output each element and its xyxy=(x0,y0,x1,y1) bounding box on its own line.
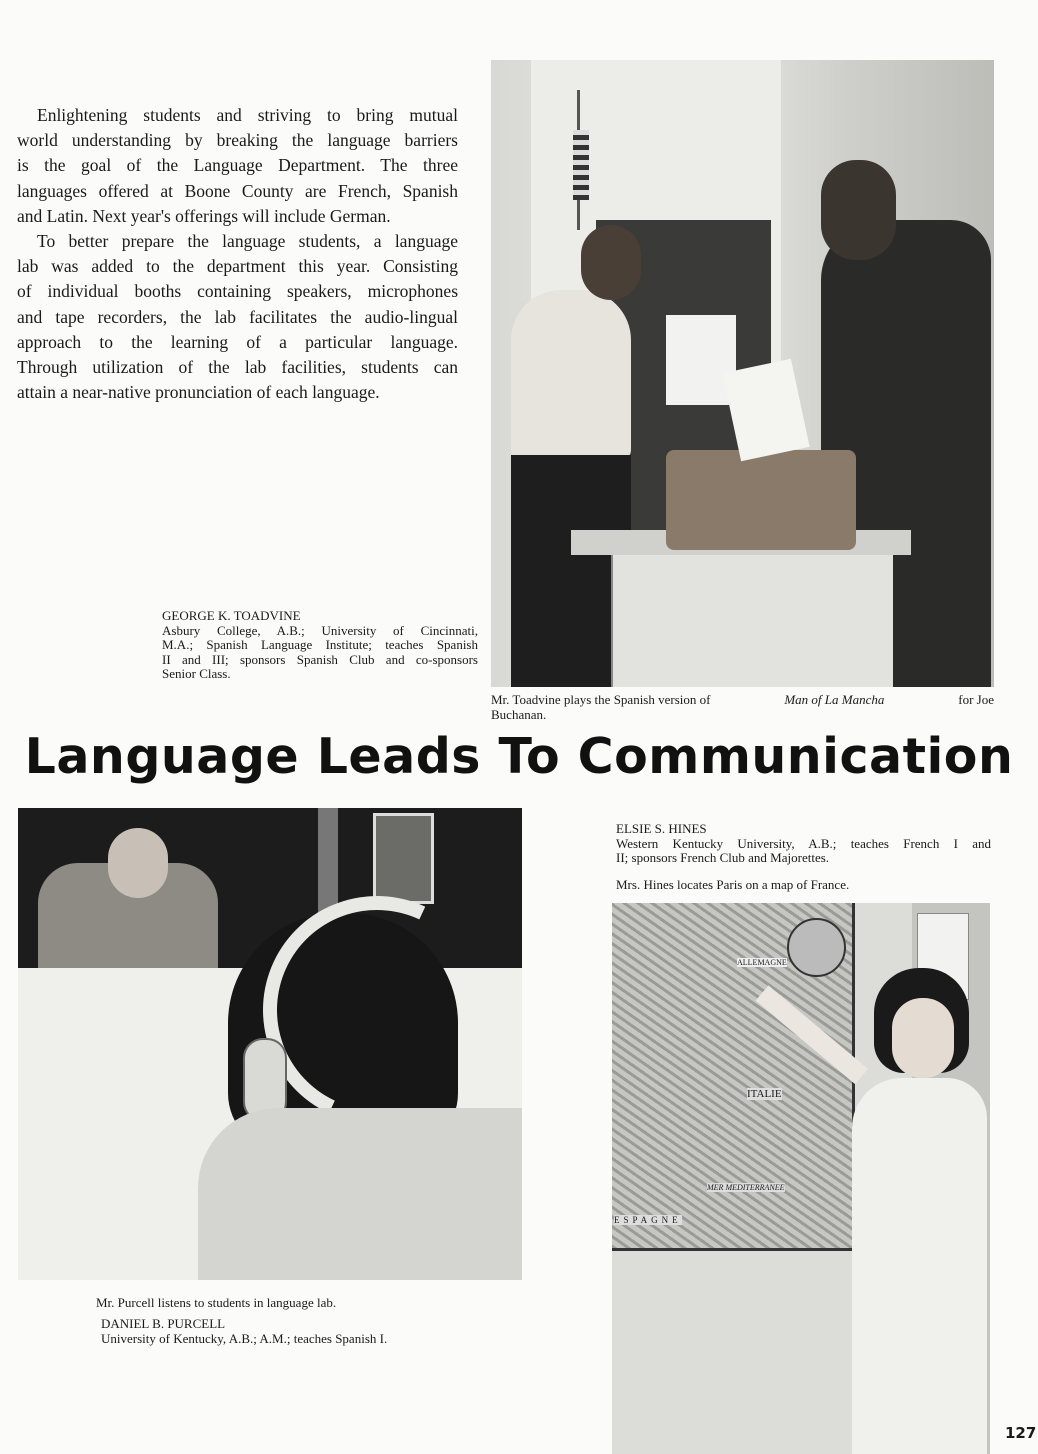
text-line: is the goal of the Language Department. The three xyxy=(17,155,458,176)
purcell-caption: Mr. Purcell listens to students in language lab. xyxy=(96,1295,337,1310)
map-label: ALLEMAGNE xyxy=(737,958,787,967)
photo-hines-map xyxy=(612,903,990,1454)
bio-line: M.A.; Spanish Language Institute; teaches Spanish xyxy=(162,637,478,652)
teacher-name: GEORGE K. TOADVINE xyxy=(162,608,301,623)
hines-bio xyxy=(616,822,991,866)
bio-line: Asbury College, A.B.; University of Cincinnati, xyxy=(162,622,478,638)
caption-text: Buchanan. xyxy=(491,706,547,722)
teacher-name: DANIEL B. PURCELL xyxy=(101,1316,226,1331)
text-line: Through utilization of the lab facilities, students can xyxy=(17,357,458,378)
text-line: lab was added to the department this year. Consisting xyxy=(17,256,458,277)
caption-album-title: Man of La Mancha xyxy=(784,692,885,707)
map-label: MER MEDITERRANEE xyxy=(707,1183,785,1192)
toadvine-photo-caption xyxy=(491,693,994,722)
bio-line: II and III; sponsors Spanish Club and co-sponsors xyxy=(162,651,478,667)
page-title: Language Leads To Communication xyxy=(24,728,1014,785)
text-line: and tape recorders, the lab facilitates the audio-lingual xyxy=(17,306,458,327)
caption-text: for Joe xyxy=(958,692,994,707)
intro-paragraph-2 xyxy=(17,229,458,405)
text-line: world understanding by breaking the language barriers xyxy=(17,130,458,151)
bio-line: II; sponsors French Club and Majorettes. xyxy=(616,850,830,865)
map-label: ESPAGNE xyxy=(614,1215,682,1225)
photo-language-lab xyxy=(18,808,522,1280)
teacher-name: ELSIE S. HINES xyxy=(616,821,707,836)
photo-toadvine-record-player xyxy=(491,60,994,687)
bio-line: Western Kentucky University, A.B.; teaches French I and xyxy=(616,835,991,851)
text-line: Enlightening students and striving to bring mutual xyxy=(37,105,458,125)
text-line: and Latin. Next year's offerings will include German. xyxy=(17,205,391,226)
bio-line: Senior Class. xyxy=(162,666,231,681)
text-line: To better prepare the language students, a language xyxy=(37,231,458,252)
text-line: attain a near-native pronunciation of each language. xyxy=(17,382,380,403)
text-line: approach to the learning of a particular language. xyxy=(17,331,458,352)
page-number: 127 xyxy=(1005,1424,1037,1442)
purcell-bio: University of Kentucky, A.B.; A.M.; teaches Spanish I. xyxy=(101,1331,388,1346)
intro-paragraph-1 xyxy=(17,103,458,229)
map-label: ITALIE xyxy=(747,1088,782,1100)
text-line: of individual booths containing speakers, microphones xyxy=(17,281,458,302)
caption-text: Mr. Toadvine plays the Spanish version of xyxy=(491,692,711,707)
hines-caption: Mrs. Hines locates Paris on a map of France. xyxy=(616,877,850,892)
toadvine-bio xyxy=(162,609,478,682)
intro-text xyxy=(17,103,458,405)
text-line: languages offered at Boone County are French, Spanish xyxy=(17,180,458,201)
map-of-france xyxy=(612,903,855,1251)
